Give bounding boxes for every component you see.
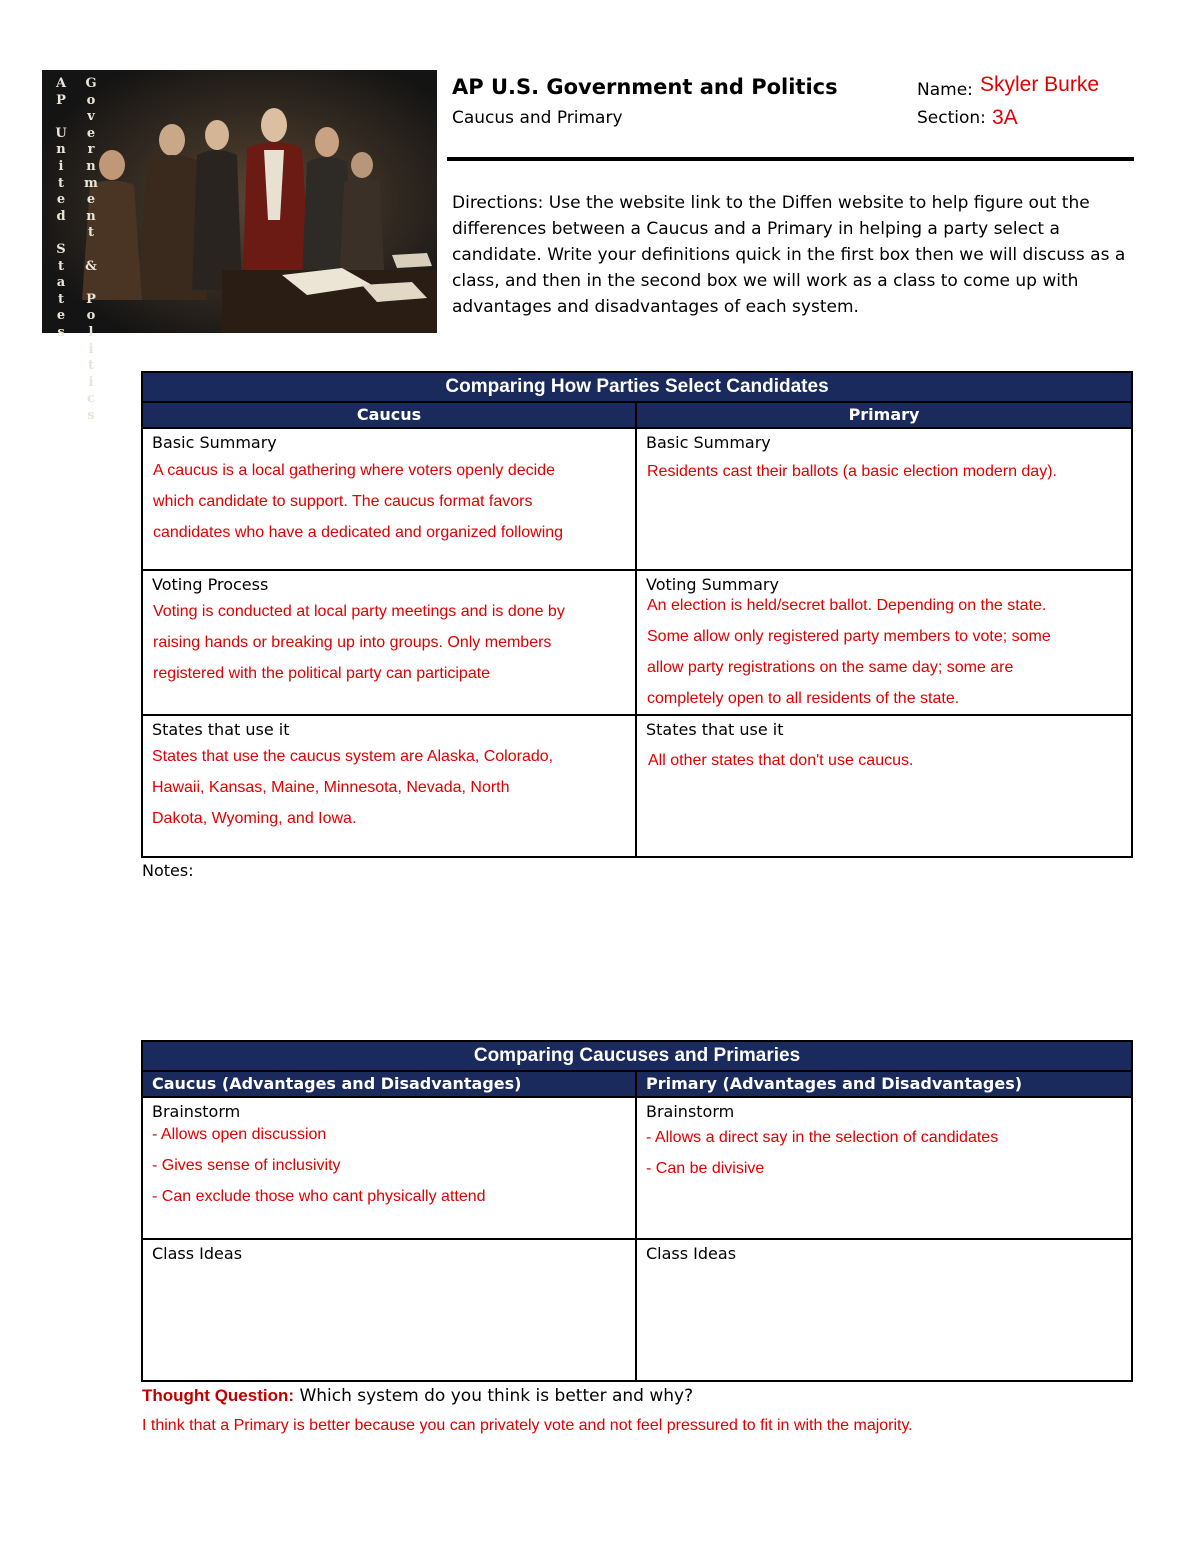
table-1-cell[interactable] — [142, 715, 636, 857]
banner-letter: e — [86, 192, 96, 208]
section-label: Section: — [917, 108, 986, 128]
banner-letter: t — [57, 258, 64, 274]
banner-letter: e — [86, 125, 96, 141]
table-2-cell[interactable] — [142, 1097, 636, 1239]
name-value[interactable]: Skyler Burke — [980, 73, 1100, 96]
table-1-cell[interactable] — [142, 428, 636, 570]
answer-line: registered with the political party can participate — [153, 665, 491, 682]
banner-letter: e — [56, 192, 66, 208]
banner-letter: a — [56, 275, 66, 291]
banner-letter: A — [55, 76, 67, 91]
banner-letter: s — [57, 324, 65, 340]
answer-line: Residents cast their ballots (a basic election modern day). — [647, 463, 1057, 480]
table-2-cell[interactable] — [636, 1239, 1132, 1381]
banner-letter — [54, 225, 68, 242]
table-1-cell[interactable] — [636, 428, 1132, 570]
answer-line: - Gives sense of inclusivity — [152, 1157, 341, 1174]
cell-label: Voting Summary — [646, 575, 779, 594]
banner-letter: r — [87, 142, 95, 158]
answer-line: Dakota, Wyoming, and Iowa. — [152, 810, 357, 827]
notes-label: Notes: — [142, 861, 194, 880]
banner-letter: c — [87, 391, 95, 407]
banner-letter: G — [85, 76, 97, 91]
cell-label: Brainstorm — [646, 1102, 735, 1121]
banner-letter: t — [87, 358, 94, 374]
cell-label: Brainstorm — [152, 1102, 241, 1121]
answer-line: - Can be divisive — [646, 1160, 765, 1177]
table-2-col-caucus: Caucus (Advantages and Disadvantages) — [142, 1071, 636, 1097]
table-1-cell[interactable] — [636, 715, 1132, 857]
thought-question-answer[interactable]: I think that a Primary is better because you can privately vote and not feel pressured to fit in with the majority. — [142, 1417, 913, 1434]
banner-letter: s — [87, 407, 95, 423]
answer-line: - Allows a direct say in the selection of candidates — [646, 1129, 999, 1146]
banner-letter: P — [56, 92, 66, 108]
directions-text: Directions: Use the website link to the Diffen website to help figure out the differences between a Caucus and a Primary in helping a party select a candidate. Write your definitions quick in the first box then we will discuss as a class, and then in the second box we will work as a class to come up with advantages and disadvantages of each system. — [452, 193, 1126, 317]
cell-answer — [143, 741, 635, 834]
cell-answer — [143, 1119, 635, 1212]
answer-line: candidates who have a dedicated and organized following — [153, 524, 564, 541]
cell-label: Basic Summary — [646, 433, 771, 452]
answer-line: completely open to all residents of the state. — [647, 690, 960, 707]
banner-letter: t — [57, 291, 64, 307]
comparison-table-1 — [141, 371, 1133, 858]
banner-letter: P — [86, 291, 96, 307]
table-1-cell[interactable] — [636, 570, 1132, 715]
comparison-table-2 — [141, 1040, 1133, 1382]
banner-letter: t — [87, 225, 94, 241]
answer-line: Voting is conducted at local party meetings and is done by — [153, 603, 565, 620]
cell-label: Class Ideas — [152, 1244, 243, 1263]
table-2-cell[interactable] — [636, 1097, 1132, 1239]
banner-letter: d — [56, 208, 66, 224]
cell-answer — [637, 1122, 1131, 1184]
thought-question-text: Which system do you think is better and why? — [299, 1386, 694, 1406]
banner-letter: t — [57, 175, 64, 191]
banner-letter: U — [55, 125, 67, 141]
page-subtitle: Caucus and Primary — [452, 108, 623, 128]
answer-line: - Can exclude those who cant physically attend — [152, 1188, 486, 1205]
banner-letter: m — [84, 175, 98, 191]
answer-line: Some allow only registered party members to vote; some — [647, 628, 1051, 645]
banner-vertical-text-right — [84, 76, 98, 424]
thought-question-label: Thought Question: — [142, 1386, 295, 1405]
banner-letter — [84, 275, 98, 292]
cell-answer — [637, 590, 1131, 714]
cell-answer — [143, 596, 635, 689]
cell-label: Voting Process — [152, 575, 269, 594]
cell-label: States that use it — [646, 720, 784, 739]
cell-label: States that use it — [152, 720, 290, 739]
answer-line: States that use the caucus system are Alaska, Colorado, — [152, 748, 554, 765]
banner-letter: S — [56, 241, 66, 257]
banner-letter — [54, 109, 68, 126]
name-label: Name: — [917, 80, 973, 100]
answer-line: raising hands or breaking up into groups. Only members — [153, 634, 552, 651]
cell-answer — [143, 454, 635, 548]
answer-line: allow party registrations on the same day; some are — [647, 659, 1014, 676]
banner-letter: o — [86, 308, 96, 324]
answer-line: All other states that don't use caucus. — [648, 752, 914, 769]
table-2-col-primary: Primary (Advantages and Disadvantages) — [636, 1071, 1132, 1097]
answer-line: - Allows open discussion — [152, 1126, 327, 1143]
cell-answer — [637, 741, 1131, 776]
table-2-cell[interactable] — [142, 1239, 636, 1381]
banner-vertical-text-left — [54, 76, 68, 342]
header-divider — [447, 157, 1134, 161]
table-2-title: Comparing Caucuses and Primaries — [142, 1041, 1132, 1071]
banner-letter: i — [58, 158, 64, 174]
banner-letter — [84, 242, 98, 259]
banner-letter: i — [88, 374, 94, 390]
section-value[interactable]: 3A — [992, 106, 1018, 129]
banner-letter: n — [56, 142, 66, 158]
answer-line: Hawaii, Kansas, Maine, Minnesota, Nevada, North — [152, 779, 510, 796]
page-title: AP U.S. Government and Politics — [452, 75, 838, 99]
founding-fathers-painting — [42, 70, 437, 333]
banner-letter: o — [86, 92, 96, 108]
banner-letter: e — [56, 308, 66, 324]
banner-letter: i — [88, 341, 94, 357]
cell-label: Class Ideas — [646, 1244, 737, 1263]
banner-letter: l — [88, 324, 94, 340]
table-1-col-primary: Primary — [636, 402, 1132, 428]
banner-letter: n — [86, 158, 96, 174]
answer-line: which candidate to support. The caucus format favors — [153, 493, 533, 510]
table-1-title: Comparing How Parties Select Candidates — [142, 372, 1132, 402]
banner-letter: & — [85, 258, 97, 274]
answer-line: A caucus is a local gathering where voters openly decide — [153, 462, 556, 479]
thought-question — [142, 1386, 693, 1406]
answer-line: An election is held/secret ballot. Depending on the state. — [647, 597, 1047, 614]
cell-answer — [637, 454, 1131, 487]
banner-letter: n — [86, 208, 96, 224]
table-1-cell[interactable] — [142, 570, 636, 715]
table-1-col-caucus: Caucus — [142, 402, 636, 428]
banner-letter: v — [87, 109, 95, 125]
cell-label: Basic Summary — [152, 433, 277, 452]
